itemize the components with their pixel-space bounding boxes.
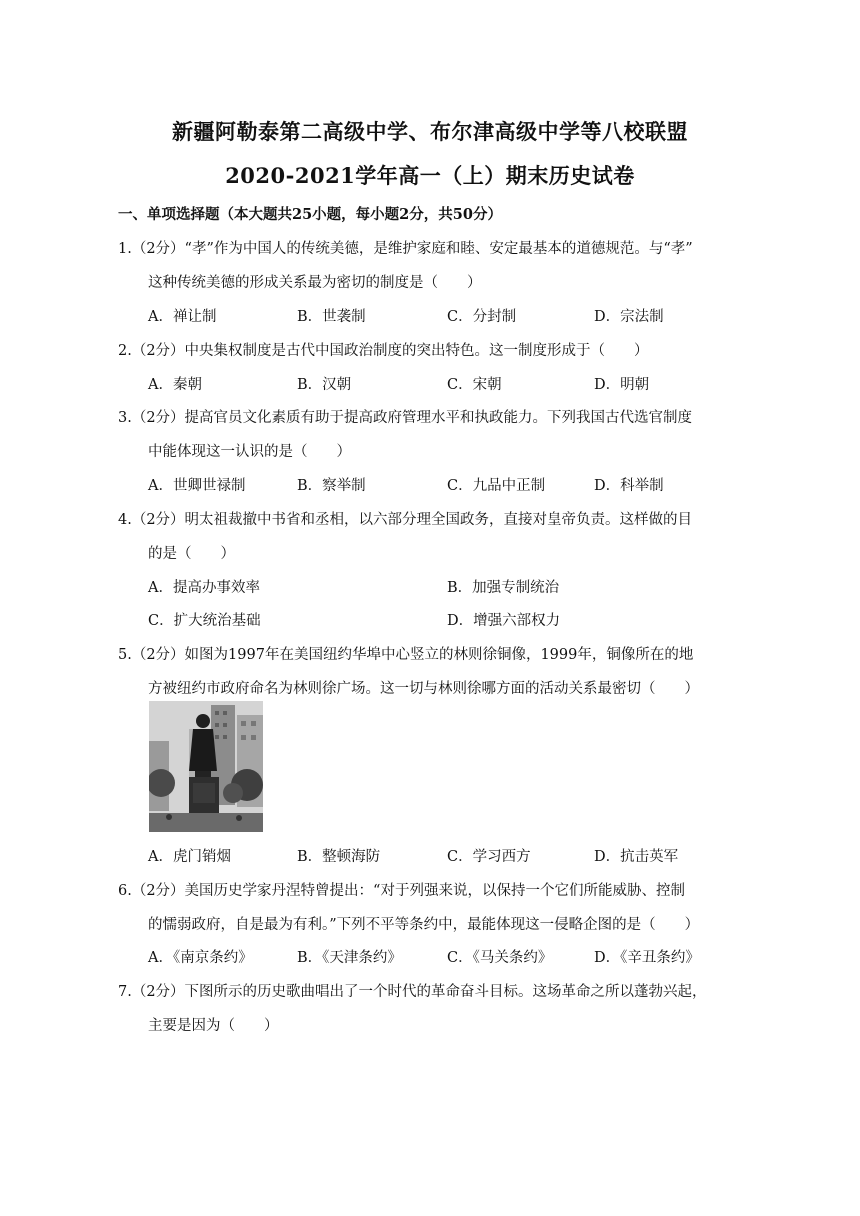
question-5-option-d: D．抗击英军 xyxy=(594,849,679,865)
section-heading: 一、单项选择题（本大题共25小题，每小题2分，共50分） xyxy=(118,206,502,223)
lin-zexu-statue-photo xyxy=(149,701,263,832)
question-6-text-line1: 6.（2分）美国历史学家丹涅特曾提出：“对于列强来说，以保持一个它们所能威胁、控制 xyxy=(118,883,685,899)
question-5-text-line2: 方被纽约市政府命名为林则徐广场。这一切与林则徐哪方面的活动关系最密切（ ） xyxy=(148,681,699,697)
question-6-option-c: C．《马关条约》 xyxy=(447,950,553,966)
question-2-option-c: C．宋朝 xyxy=(447,377,502,393)
question-4-option-b: B．加强专制统治 xyxy=(447,580,560,596)
question-4-option-d: D．增强六部权力 xyxy=(447,613,561,629)
question-4-option-a: A．提高办事效率 xyxy=(148,580,260,596)
question-1-option-d: D．宗法制 xyxy=(594,309,664,325)
question-1-option-b: B．世袭制 xyxy=(297,309,366,325)
question-2-option-d: D．明朝 xyxy=(594,377,650,393)
question-4-text-line2: 的是（ ） xyxy=(148,546,235,562)
question-5-option-a: A．虎门销烟 xyxy=(148,849,231,865)
exam-title-line1: 新疆阿勒泰第二高级中学、布尔津高级中学等八校联盟 xyxy=(172,119,688,144)
question-1-option-a: A．禅让制 xyxy=(148,309,217,325)
question-3-text-line2: 中能体现这一认识的是（ ） xyxy=(148,444,351,460)
question-7-text-line2: 主要是因为（ ） xyxy=(148,1018,279,1034)
question-5-text-line1: 5.（2分）如图为1997年在美国纽约华埠中心竖立的林则徐铜像，1999年，铜像所在的地 xyxy=(118,647,694,663)
question-5-option-b: B．整顿海防 xyxy=(297,849,381,865)
question-3-text-line1: 3.（2分）提高官员文化素质有助于提高政府管理水平和执政能力。下列我国古代选官制度 xyxy=(118,410,693,426)
question-3-option-c: C．九品中正制 xyxy=(447,478,546,494)
question-1-option-c: C．分封制 xyxy=(447,309,517,325)
question-7-text-line1: 7.（2分）下图所示的历史歌曲唱出了一个时代的革命奋斗目标。这场革命之所以蓬勃兴起， xyxy=(118,984,707,1000)
question-2-text-line1: 2.（2分）中央集权制度是古代中国政治制度的突出特色。这一制度形成于（ ） xyxy=(118,343,649,359)
question-6-option-a: A．《南京条约》 xyxy=(148,950,253,966)
question-5-option-c: C．学习西方 xyxy=(447,849,531,865)
question-2-option-a: A．秦朝 xyxy=(148,377,202,393)
question-3-option-b: B．察举制 xyxy=(297,478,366,494)
question-1-text-line2: 这种传统美德的形成关系最为密切的制度是（ ） xyxy=(148,275,482,291)
question-4-option-c: C．扩大统治基础 xyxy=(148,613,261,629)
question-3-option-d: D．科举制 xyxy=(594,478,664,494)
exam-title-line2: 2020-2021学年高一（上）期末历史试卷 xyxy=(225,163,635,188)
question-1-text-line1: 1.（2分）“孝”作为中国人的传统美德，是维护家庭和睦、安定最基本的道德规范。与“孝” xyxy=(118,241,693,257)
question-6-text-line2: 的懦弱政府，自是最为有利。”下列不平等条约中，最能体现这一侵略企图的是（ ） xyxy=(148,917,700,933)
question-6-option-d: D．《辛丑条约》 xyxy=(594,950,700,966)
question-3-option-a: A．世卿世禄制 xyxy=(148,478,246,494)
question-4-text-line1: 4.（2分）明太祖裁撤中书省和丞相，以六部分理全国政务，直接对皇帝负责。这样做的目 xyxy=(118,512,693,528)
question-2-option-b: B．汉朝 xyxy=(297,377,352,393)
question-6-option-b: B．《天津条约》 xyxy=(297,950,402,966)
